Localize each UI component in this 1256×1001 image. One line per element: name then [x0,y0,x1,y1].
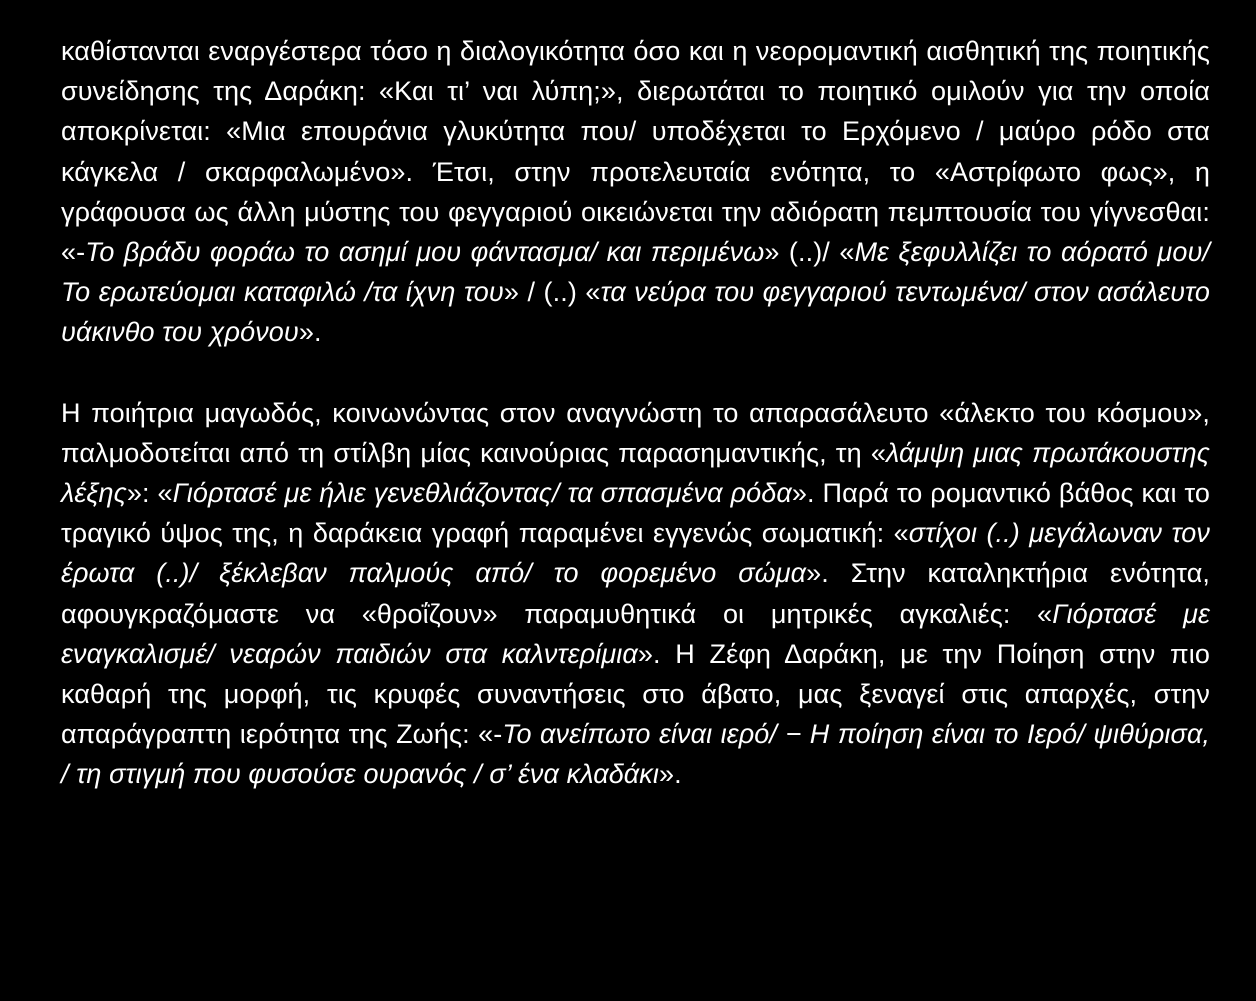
quote-run: Το βράδυ φοράω το ασημί μου φάντασμα/ και περιμένω [85,237,765,268]
paragraph-2 [61,393,1210,795]
text-run: ». Στην καταληκτήρια ενότητα, αφουγκραζόμαστε να «θροΐζουν» παραμυθητικά οι μητρικές αγκαλιές: « [61,558,1210,629]
quote-run: Το ανείπωτο είναι ιερό/ − Η ποίηση είναι το Ιερό/ ψιθύρισα, / τη στιγμή που φυσούσε ουρανός / σ’ ένα κλαδάκι [61,719,1210,790]
text-run: Η ποιήτρια μαγωδός, κοινωνώντας στον αναγνώστη το απαρασάλευτο «άλεκτο του κόσμου», παλμοδοτείται από τη στίλβη μίας καινούριας παρασημαντικής, τη « [61,397,1210,468]
quote-run: Γιόρτασέ με εναγκαλισμέ/ νεαρών παιδιών στα καλντερίμια [61,598,1210,669]
text-run: ». Παρά το ρομαντικό βάθος και το τραγικό ύψος της, η δαράκεια γραφή παραμένει εγγενώς σωματική: « [61,478,1210,549]
document-page [61,31,1210,795]
text-run: » (..)/ « [764,237,855,268]
text-run: ». [659,759,682,790]
quote-run: λάμψη μιας πρωτάκουστης λέξης [61,437,1210,509]
quote-run: Γιόρτασέ με ήλιε γενεθλιάζοντας/ τα σπασμένα ρόδα [172,478,792,509]
paragraph-1 [61,31,1210,353]
quote-run: τα νεύρα του φεγγαριού τεντωμένα/ στον ασάλευτο υάκινθο του χρόνου [61,277,1210,348]
text-run: » / (..) « [503,277,601,308]
text-run: ». Η Ζέφη Δαράκη, με την Ποίηση στην πιο καθαρή της μορφή, τις κρυφές συναντήσεις στο άβατο, μας ξεναγεί στις απαρχές, στην απαράγραπτη ιερότητα της Ζωής: «- [61,638,1211,750]
text-run: »: « [126,478,173,509]
text-run: καθίστανται εναργέστερα τόσο η διαλογικότητα όσο και η νεορομαντική αισθητική της ποιητικής συνείδησης της Δαράκη: «Και τι’ ναι λύπη;», διερωτάται το ποιητικό ομιλούν για την οποία αποκρίνεται: «Μια επουράνια γλυκύτητα που/ υποδέχεται το Ερχόμενο / μαύρο ρόδο στα κάγκελα / σκαρφαλωμένο». Έτσι, στην προτελευταία ενότητα, το «Αστρίφωτο φως», η γράφουσα ως άλλη μύστης του φεγγαριού οικειώνεται την αδιόρατη πεμπτουσία του γίγνεσθαι: «- [61,36,1210,268]
quote-run: στίχοι (..) μεγάλωναν τον έρωτα (..)/ ξέκλεβαν παλμούς από/ το φορεμένο σώμα [61,518,1210,589]
quote-run: Με ξεφυλλίζει το αόρατό μου/ Το ερωτεύομαι καταφιλώ /τα ίχνη του [61,237,1210,308]
text-run: ». [298,317,322,348]
